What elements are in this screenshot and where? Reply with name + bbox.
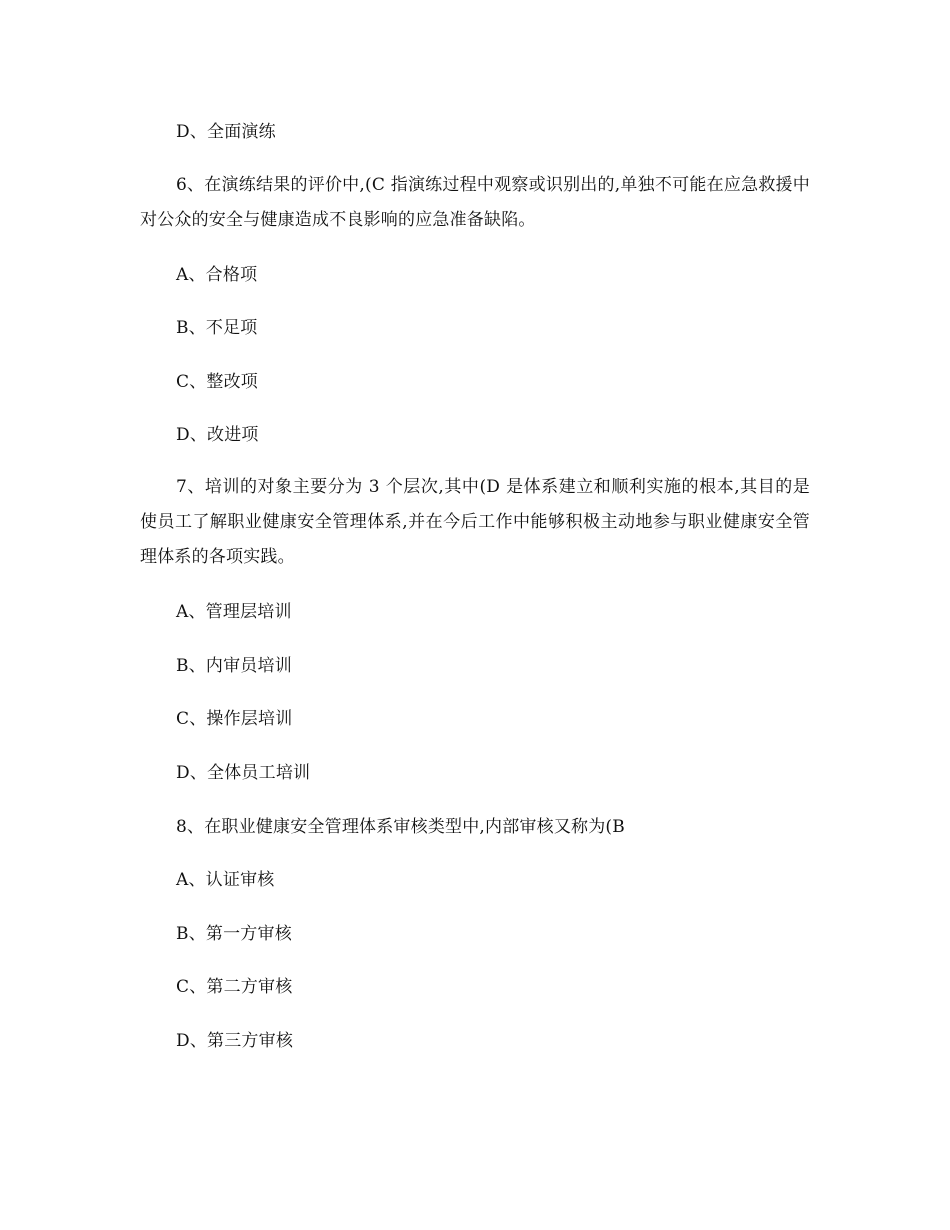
question-6-option-d: D、改进项 <box>176 425 259 445</box>
question-8-option-b: B、第一方审核 <box>176 924 292 944</box>
question-8-option-c: C、第二方审核 <box>176 977 293 997</box>
question-6-stem: 6、在演练结果的评价中,(C 指演练过程中观察或识别出的,单独不可能在应急救援中对公众的安全与健康造成不良影响的应急准备缺陷。 <box>140 175 810 230</box>
question-7-option-d: D、全体员工培训 <box>176 763 311 783</box>
question-6-option-a: A、合格项 <box>176 265 258 285</box>
question-8-stem: 8、在职业健康安全管理体系审核类型中,内部审核又称为(B <box>176 817 625 837</box>
question-6-option-c: C、整改项 <box>176 372 259 392</box>
question-7-stem: 7、培训的对象主要分为 3 个层次,其中(D 是体系建立和顺利实施的根本,其目的是使员工了解职业健康安全管理体系,并在今后工作中能够积极主动地参与职业健康安全管理体系的各项实践。 <box>140 477 810 567</box>
question-7-option-a: A、管理层培训 <box>176 602 292 622</box>
question-8-option-a: A、认证审核 <box>176 870 275 890</box>
question-8-option-d: D、第三方审核 <box>176 1031 294 1051</box>
option-prev-d: D、全面演练 <box>176 122 276 142</box>
question-7-option-c: C、操作层培训 <box>176 709 293 729</box>
question-6-option-b: B、不足项 <box>176 318 258 338</box>
question-7-option-b: B、内审员培训 <box>176 656 292 676</box>
